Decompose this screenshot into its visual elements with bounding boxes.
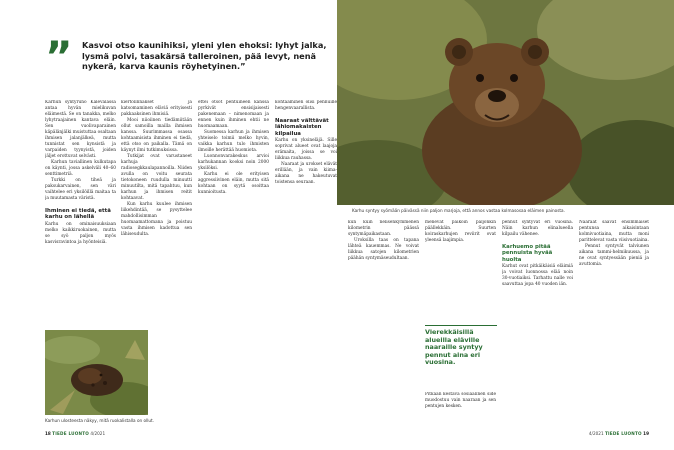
- paragraph: Uroksilla taas on tapana lähteä kauemmas. Ne voivat liikkua satojen kilometrien päähän syntymäseudultaan.: [348, 238, 419, 261]
- article-column-3: [198, 100, 269, 450]
- page-number: 19: [643, 431, 649, 436]
- paragraph: Karhun taviallinen kulkutapa on käynti, jossa askelväli 40–60 senttimetriä.: [45, 160, 116, 177]
- bear-photo: [337, 0, 674, 205]
- paragraph: Pitkään kestävä sosiaalinen side muodostuu vain naaraan ja sen pentujen kesken.: [425, 392, 496, 409]
- paragraph: kiertolinnakset ja katsomaminen eläviä erityisesti pakkaaksinen ihmisiä.: [121, 100, 192, 117]
- page-number: 18: [45, 431, 51, 436]
- paragraph: Kun karhu kuulee ihmisen liikehdintää, se pysyttelee mahdollisimman huomaamattomana ja poistuu vasta ihmisen kadottua sen lähiseudulta.: [121, 202, 192, 237]
- paragraph: Karhu on ominaisuuksiaan melko kaikkiruokainen, mutta se syö paljon myös kasvisravintoa ja hyönteisiä.: [45, 221, 116, 245]
- section-heading: Ihminen ei tiedä, että karhu on lähellä: [45, 208, 111, 221]
- pull-quote-mark: ”: [45, 32, 73, 81]
- paragraph: ettei otsot pentuineen kanssa pyrkivät ensisijaisesti pakenemaan – nimenomaan ja ennen kuin ihminen ehtii ne huomaamaan.: [198, 100, 269, 129]
- article-column-5: [348, 220, 419, 450]
- page-footer-right: [589, 431, 649, 436]
- article-column-8: [579, 220, 649, 450]
- paragraph: Naaraat ja urokset elävät erillään, ja vain kiima-aikana ne hakeutuvat toistensa seuraan.: [275, 162, 337, 186]
- paragraph: kohtaaminen olisi pennuille hengenvaarallista.: [275, 100, 337, 111]
- section-heading: Karhuemo pitää pennuista hyvää huolta: [502, 244, 553, 263]
- issue-number: 4/2021: [588, 431, 604, 436]
- paragraph: Suomessa karhun ja ihmisen yhteiselo toimii melko hyvin, vaikka karhun tulo ihmisten ilmoille herättää huomiota.: [198, 130, 269, 153]
- page-footer-left: [45, 431, 105, 436]
- paragraph: menevät paikoin paljonkin päällekkäin. Suurten koiraskarhujen reviirit ovat yleensä laajimpia.: [425, 220, 496, 243]
- section-heading: Naaraat välttävät lähiomakaisten kilpailua: [275, 118, 329, 137]
- bear-droppings-photo: [45, 330, 148, 415]
- paragraph: Turkki on tiheä ja paksukarvainen, sen väri vaihtelee eri yksilöillä maitaa ta ja muutamasta väristä.: [45, 178, 116, 201]
- paragraph: Tutkijat ovat varustaneet karhuja radiosegkkaulapannoilla. Niiden avulla on voitu seurata tietokoneen ruudulla minuutti minuutilta, mitä tapahtuu, kun karhun ja ihmisen reitit kohtaavat.: [121, 154, 192, 201]
- magazine-brand: TIEDE LUONTO: [52, 431, 90, 436]
- bear-illustration: [337, 0, 674, 205]
- pull-quote: Kasvoi otso kaunihiksi, yleni ylen ehoksi: lyhyt jalka, lysmä polvi, tasakärsä talleroinen, pää levyt, nenä nykerä, karva kaunis röyhetyinen.”: [82, 40, 327, 72]
- photo-caption: Karhu syntyy syömään päivässä niin paljon marjoja, että annos vastaa kolmasosaa eläimen painosta.: [352, 208, 565, 213]
- article-column-4: [275, 100, 337, 450]
- photo-caption: Karhun ulosteesta näkyy, mitä ruokalistalla on ollut.: [45, 418, 155, 423]
- paragraph: kun kuin nelisenkymmenen kilometrin päässä syntymäpaikastaan.: [348, 220, 419, 237]
- paragraph: Luonnonvarakeskus arvioi karhukannan kooksi noin 2000 yksilöksi.: [198, 154, 269, 171]
- issue-number: 4/2021: [90, 431, 106, 436]
- bear-droppings-illustration: [45, 330, 148, 415]
- highlight-quote-text: Vierekkäisillä alueilla eläville naaraille syntyy pennut aina eri vuosina.: [425, 328, 483, 367]
- article-column-7: [502, 220, 573, 450]
- paragraph: Karhun syntyruno Kalevalassa antaa hyvän mielikuvan eläimestä. Se on tanakka, melko lyhytraajainen kantava eläin. Sen vuolivaparainen käpälänjälki muistuttaa osaltaan ihmisen jalanjälkeä, mutta tunnistat sen kynsistä ja varpaiden tyynyistä, joiden jäljet erottuvat selvästi.: [45, 100, 116, 159]
- paragraph: Karhu on yksineläjä. Sille soprivat alueet ovat laajoja erämaita, joissa se voi liikkua rauhassa.: [275, 138, 337, 162]
- article-column-1: [45, 100, 116, 322]
- paragraph: Mooi niioiinen tiedämiitään ollut samoilla mailla ihmisen kanssa. Suurimmassa osassa kohtaamisista ihminen ei tiedä, että otso on paikalla. Tämä on käynyt ilmi tutkimuksissa.: [121, 118, 192, 153]
- paragraph: Karhu ei ole erityisen aggressiivinen eläin, mutta sitä kohtaan on syytä osoittaa kunnioitusta.: [198, 172, 269, 195]
- paragraph: Naaraat saavat ensimmäiset pentunsa aikaisintaan kolmivuotiaina, mutta moni parittelevat vasta viisivuotiaina.: [579, 220, 649, 243]
- magazine-brand: TIEDE LUONTO: [604, 431, 642, 436]
- paragraph: Pennut syntyvät talviunen aikana tammi-helmikuussa, ja ne ovat syntyessään pieniä ja avuttomia.: [579, 244, 649, 267]
- article-column-6: [425, 220, 496, 320]
- highlight-quote: [425, 325, 497, 387]
- paragraph: pennut syntyvät eri vuosina. Näin karhun elinalueella kilpailu vähenee.: [502, 220, 573, 237]
- paragraph: Karhut ovat pitkäikäisiä eläimiä ja voivat luonnossa elää noin 30-vuotiaiksi. Tarhattu nalle voi saavuttaa jopa 40 vuoden iän.: [502, 264, 573, 288]
- article-column-6-continued: [425, 392, 496, 450]
